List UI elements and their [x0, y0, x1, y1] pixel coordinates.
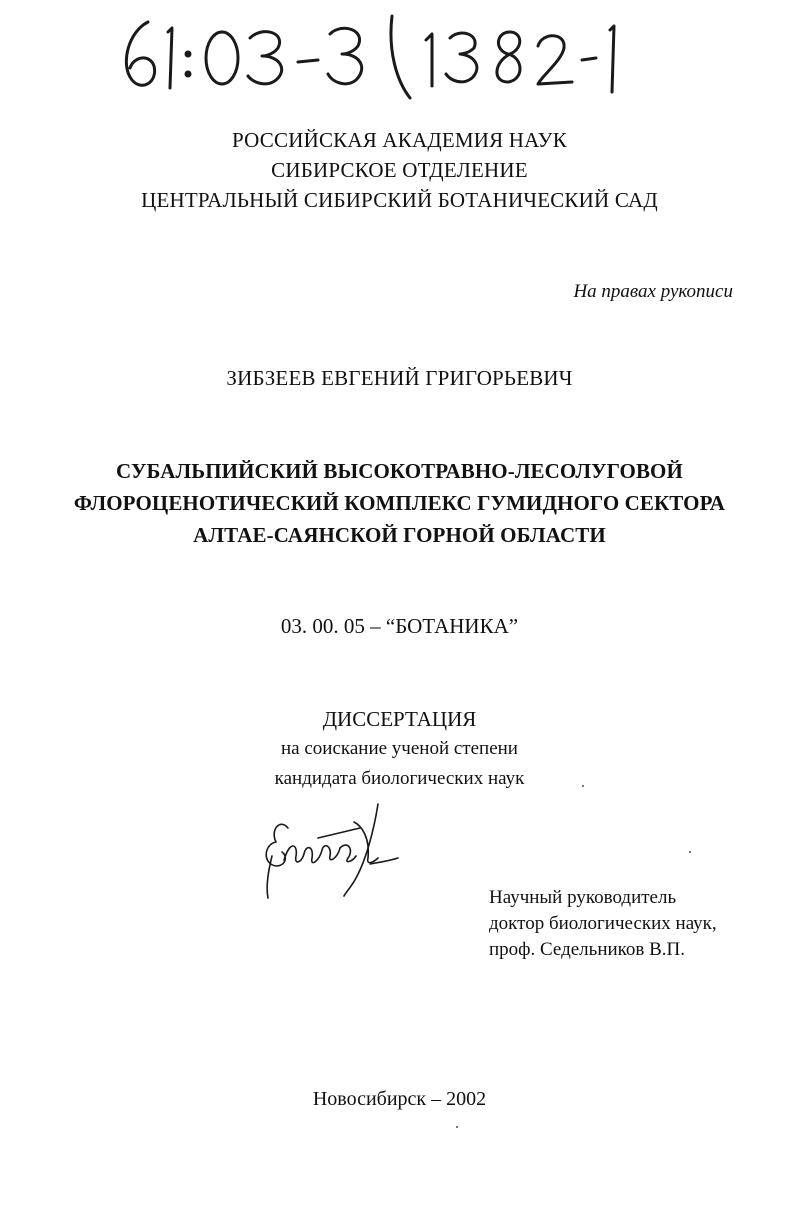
supervisor-role: Научный руководитель	[489, 887, 677, 908]
organization-institution: ЦЕНТРАЛЬНЫЙ СИБИРСКИЙ БОТАНИЧЕСКИЙ САД	[141, 188, 658, 212]
organization-header	[0, 125, 799, 215]
archive-code-handwritten	[110, 10, 630, 100]
organization-branch: СИБИРСКОЕ ОТДЕЛЕНИЕ	[271, 158, 528, 182]
degree-line-1: на соискание ученой степени	[281, 738, 518, 759]
title-line-2: ФЛОРОЦЕНОТИЧЕСКИЙ КОМПЛЕКС ГУМИДНОГО СЕКТОРА	[73, 491, 726, 515]
organization-academy: РОССИЙСКАЯ АКАДЕМИЯ НАУК	[232, 128, 567, 152]
dissertation-heading: ДИССЕРТАЦИЯ	[322, 707, 477, 731]
supervisor-name: проф. Седельников В.П.	[489, 939, 686, 960]
author-name: ЗИБЗЕЕВ ЕВГЕНИЙ ГРИГОРЬЕВИЧ	[226, 366, 573, 390]
rights-notice: На правах рукописи	[573, 281, 733, 302]
scan-speck	[689, 851, 691, 853]
author-signature	[258, 800, 403, 905]
scan-speck	[456, 1126, 458, 1128]
title-line-3: АЛТАЕ-САЯНСКОЙ ГОРНОЙ ОБЛАСТИ	[193, 523, 606, 547]
degree-line-2: кандидата биологических наук	[274, 768, 525, 789]
dissertation-info	[0, 704, 799, 794]
city-year: Новосибирск – 2002	[312, 1088, 487, 1110]
supervisor-block	[489, 885, 717, 963]
specialty-code: 03. 00. 05 – “БОТАНИКА”	[280, 614, 519, 638]
dissertation-title	[0, 455, 799, 551]
title-line-1: СУБАЛЬПИЙСКИЙ ВЫСОКОТРАВНО-ЛЕСОЛУГОВОЙ	[116, 459, 683, 483]
scan-speck	[582, 785, 584, 787]
supervisor-degree: доктор биологических наук,	[489, 913, 717, 934]
